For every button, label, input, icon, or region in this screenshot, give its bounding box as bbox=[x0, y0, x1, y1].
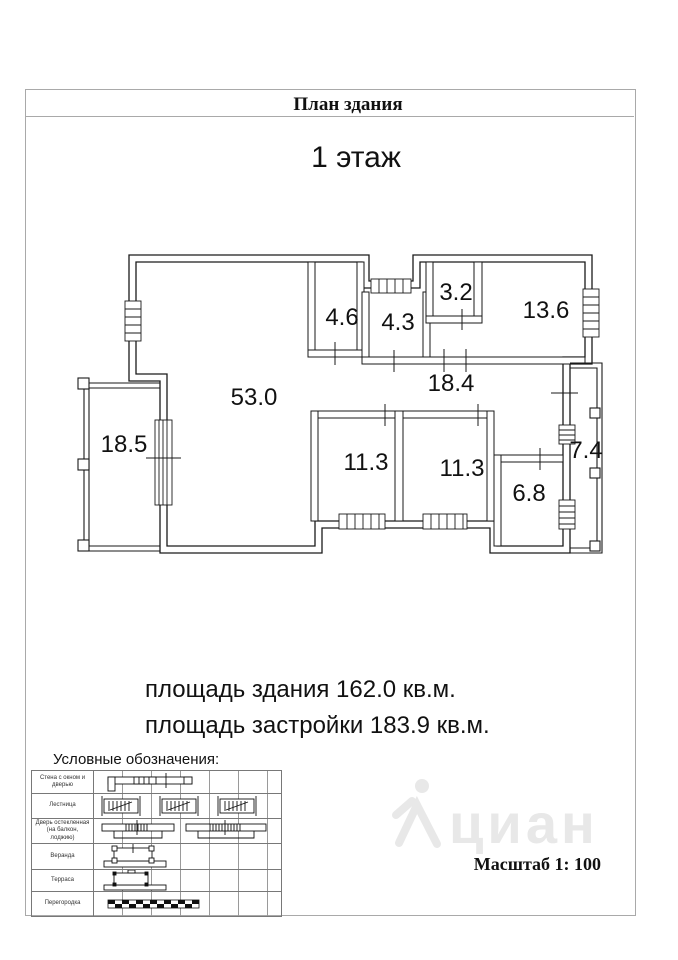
pillar bbox=[590, 541, 600, 551]
room-area-label-living: 53.0 bbox=[230, 384, 278, 411]
pillar bbox=[590, 468, 600, 478]
window-bottom-left bbox=[339, 514, 385, 529]
pillar bbox=[78, 459, 89, 470]
legend-label: Лестница bbox=[32, 794, 94, 818]
room-area-label-6-8: 6.8 bbox=[512, 480, 546, 507]
room-area-label-veranda-left: 18.5 bbox=[100, 431, 148, 458]
room-area-label-veranda-right: 7.4 bbox=[569, 437, 603, 464]
legend-label: Перегородка bbox=[32, 892, 94, 916]
veranda-left-outline bbox=[78, 378, 160, 551]
window-bottom-right bbox=[423, 514, 467, 529]
floor-label: 1 этаж bbox=[311, 141, 401, 174]
pillar bbox=[78, 540, 89, 551]
legend-row bbox=[32, 892, 281, 916]
glazed-door-symbol bbox=[155, 420, 172, 505]
legend-row bbox=[32, 771, 281, 794]
legend-row bbox=[32, 844, 281, 870]
legend-label: Дверь остекленная (на балкон, лоджию) bbox=[32, 819, 94, 843]
page-title: План здания bbox=[293, 94, 403, 115]
legend-row bbox=[32, 870, 281, 892]
room-area-label-13-6: 13.6 bbox=[522, 297, 570, 324]
legend-symbol-wall-window-door bbox=[94, 771, 281, 793]
room-area-label-4-6: 4.6 bbox=[325, 304, 359, 331]
legend-symbol-partition bbox=[94, 892, 281, 916]
legend-symbol-stairs bbox=[94, 794, 281, 818]
legend-title: Условные обозначения: bbox=[53, 751, 220, 768]
pillar bbox=[78, 378, 89, 389]
watermark-text: циан bbox=[449, 792, 599, 855]
window-right-lower bbox=[559, 500, 575, 529]
legend-table bbox=[31, 770, 282, 917]
room-area-label-3-2: 3.2 bbox=[439, 279, 473, 306]
watermark-logo-icon bbox=[396, 779, 437, 844]
built-up-area-line: площадь застройки 183.9 кв.м. bbox=[145, 712, 490, 739]
legend-symbol-veranda bbox=[94, 844, 281, 869]
legend-label: Веранда bbox=[32, 844, 94, 869]
legend-symbol-glazed-door bbox=[94, 819, 281, 843]
legend-symbol-terrace bbox=[94, 870, 281, 891]
room-area-label-11-3-left: 11.3 bbox=[343, 449, 389, 476]
pillar bbox=[590, 408, 600, 418]
watermark bbox=[396, 779, 599, 855]
room-area-label-4-3: 4.3 bbox=[381, 309, 415, 336]
legend-label: Терраса bbox=[32, 870, 94, 891]
window-left-wall bbox=[125, 301, 141, 341]
room-area-label-11-3-right: 11.3 bbox=[439, 455, 485, 482]
scale-label: Масштаб 1: 100 bbox=[473, 854, 601, 874]
window-top-notch bbox=[371, 279, 411, 293]
room-area-label-hall: 18.4 bbox=[427, 370, 475, 397]
window-right-upper bbox=[583, 289, 599, 337]
building-area-line: площадь здания 162.0 кв.м. bbox=[145, 676, 456, 703]
legend-label: Стена с окном и дверью bbox=[32, 771, 94, 793]
legend-row bbox=[32, 819, 281, 844]
legend-row bbox=[32, 794, 281, 819]
